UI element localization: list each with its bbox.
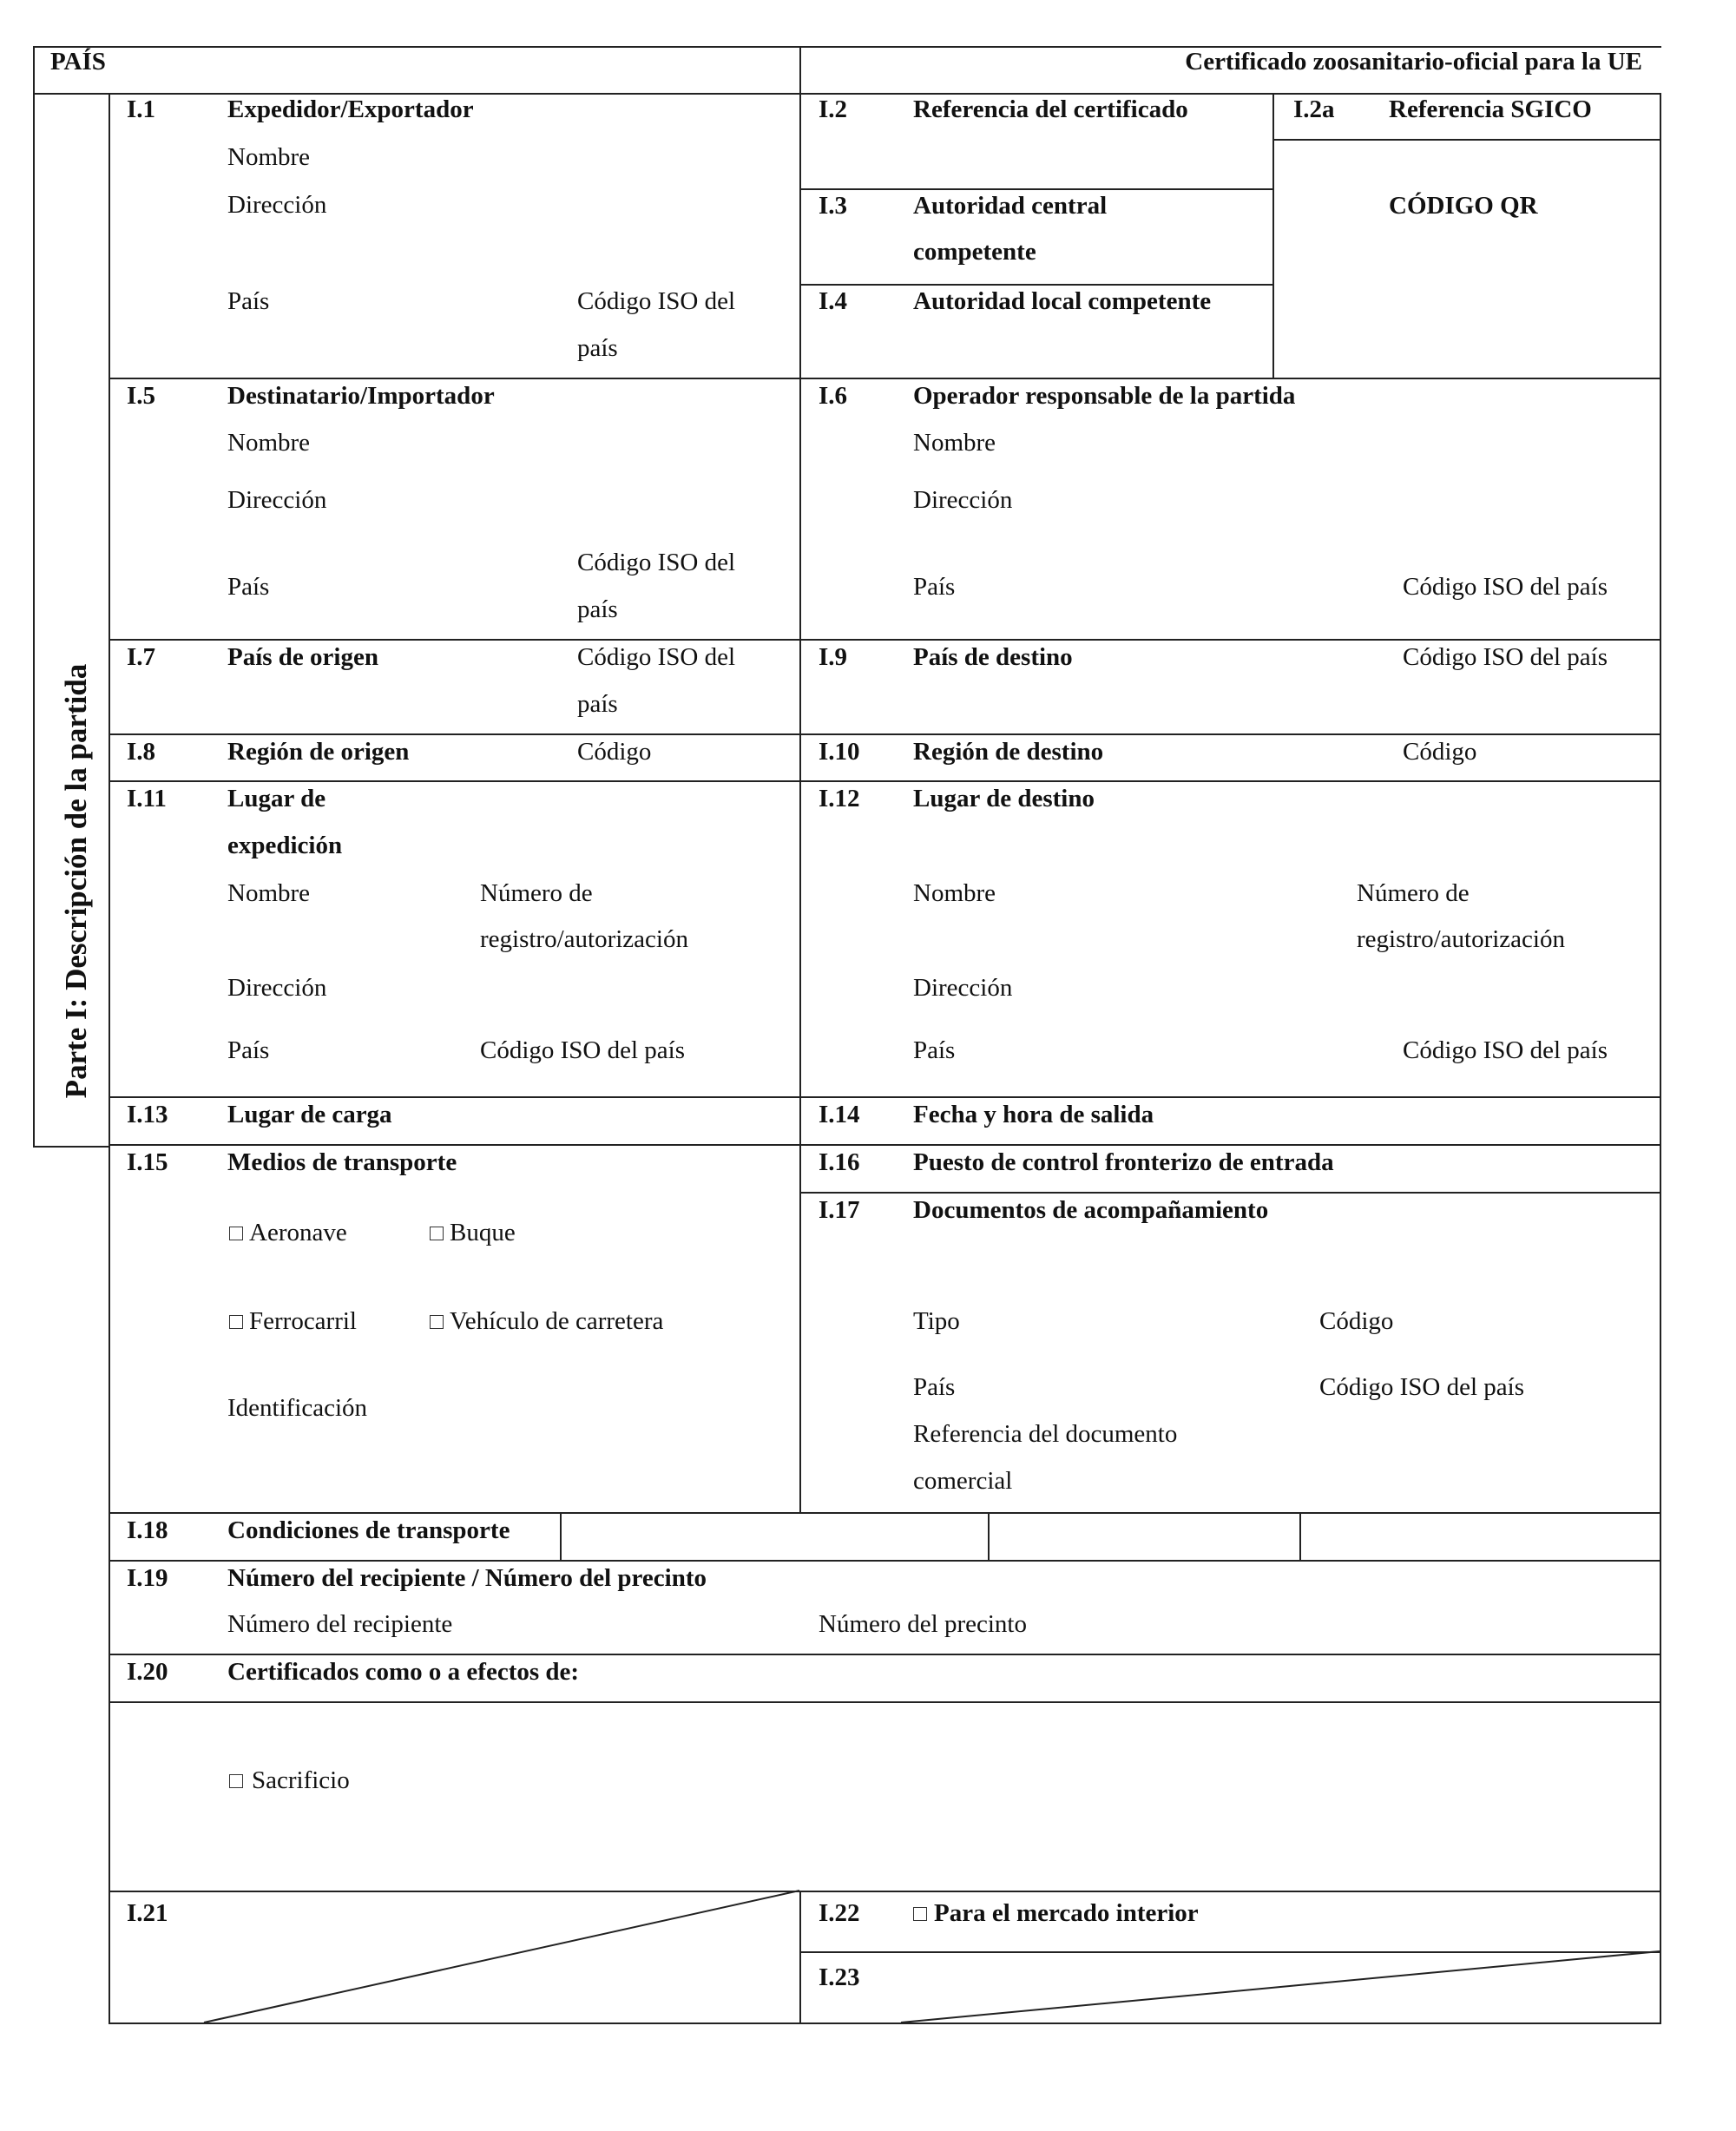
i17-reference-label-1: Referencia del documento <box>913 1420 1178 1448</box>
i6-address-field[interactable]: Dirección <box>913 486 1013 514</box>
i5-country-field[interactable]: País <box>227 573 270 601</box>
i2a-code: I.2a <box>1293 95 1335 123</box>
i1-address-field[interactable]: Dirección <box>227 191 327 219</box>
i6-country-field[interactable]: País <box>913 573 956 601</box>
i14-code: I.14 <box>819 1101 860 1128</box>
i20-code: I.20 <box>127 1658 168 1686</box>
i22-code: I.22 <box>819 1899 860 1927</box>
i12-iso-label: Código ISO del país <box>1403 1036 1608 1064</box>
i1-code: I.1 <box>127 95 156 123</box>
aeronave-label: Aeronave <box>249 1219 347 1246</box>
i18-code: I.18 <box>127 1516 168 1544</box>
country-label: PAÍS <box>50 48 106 76</box>
i11-code: I.11 <box>127 785 167 812</box>
buque-label: Buque <box>450 1219 516 1246</box>
i6-code: I.6 <box>819 382 848 410</box>
i21-diagonal <box>204 1891 799 2022</box>
i15-title: Medios de transporte <box>227 1148 457 1176</box>
i7-code: I.7 <box>127 643 156 671</box>
i1-iso-label-1: Código ISO del <box>577 287 736 315</box>
i17-code: I.17 <box>819 1196 860 1224</box>
i19-title: Número del recipiente / Número del precinto <box>227 1564 707 1592</box>
i1-iso-label-2: país <box>577 334 618 362</box>
i5-title: Destinatario/Importador <box>227 382 495 410</box>
i12-country-field[interactable]: País <box>913 1036 956 1064</box>
i5-name-field[interactable]: Nombre <box>227 429 311 457</box>
i9-code: I.9 <box>819 643 848 671</box>
i16-title: Puesto de control fronterizo de entrada <box>913 1148 1334 1176</box>
i11-reg-label-1: Número de <box>480 879 593 907</box>
i5-code: I.5 <box>127 382 156 410</box>
i5-address-field[interactable]: Dirección <box>227 486 327 514</box>
i4-code: I.4 <box>819 287 848 315</box>
i19-recipient-field[interactable]: Número del recipiente <box>227 1610 453 1638</box>
i2-code: I.2 <box>819 95 848 123</box>
i13-title: Lugar de carga <box>227 1101 392 1128</box>
i7-iso-label-1: Código ISO del <box>577 643 736 671</box>
i23-code: I.23 <box>819 1963 860 1991</box>
vehiculo-carretera-checkbox[interactable] <box>430 1315 444 1329</box>
i19-code: I.19 <box>127 1564 168 1592</box>
i4-title: Autoridad local competente <box>913 287 1212 315</box>
i9-iso-label: Código ISO del país <box>1403 643 1608 671</box>
i9-title: País de destino <box>913 643 1073 671</box>
i6-iso-label: Código ISO del país <box>1403 573 1608 601</box>
i12-reg-label-1: Número de <box>1357 879 1470 907</box>
part-one-side-label: Parte I: Descripción de la partida <box>59 663 93 1099</box>
i11-country-field[interactable]: País <box>227 1036 270 1064</box>
mercado-interior-checkbox[interactable] <box>913 1907 927 1921</box>
i7-title: País de origen <box>227 643 378 671</box>
i2-title: Referencia del certificado <box>913 95 1188 123</box>
i11-reg-label-2: registro/autorización <box>480 925 688 953</box>
i10-code: I.10 <box>819 738 860 766</box>
i23-diagonal <box>901 1951 1660 2022</box>
sacrificio-checkbox[interactable] <box>229 1774 243 1788</box>
i10-title: Región de destino <box>913 738 1104 766</box>
i19-seal-field[interactable]: Número del precinto <box>819 1610 1027 1638</box>
i15-identification-field[interactable]: Identificación <box>227 1394 368 1422</box>
i8-title: Región de origen <box>227 738 410 766</box>
i1-title: Expedidor/Exportador <box>227 95 474 123</box>
i2a-title: Referencia SGICO <box>1389 95 1592 123</box>
vehiculo-carretera-label: Vehículo de carretera <box>450 1307 664 1335</box>
ferrocarril-label: Ferrocarril <box>249 1307 357 1335</box>
i12-reg-label-2: registro/autorización <box>1357 925 1565 953</box>
i5-iso-label-2: país <box>577 595 618 623</box>
i18-title: Condiciones de transporte <box>227 1516 510 1544</box>
i17-title: Documentos de acompañamiento <box>913 1196 1269 1224</box>
i13-code: I.13 <box>127 1101 168 1128</box>
i17-type-field[interactable]: Tipo <box>913 1307 960 1335</box>
buque-checkbox[interactable] <box>430 1227 444 1240</box>
i17-country-field[interactable]: País <box>913 1373 956 1401</box>
i12-name-field[interactable]: Nombre <box>913 879 996 907</box>
i11-title-line2: expedición <box>227 832 343 859</box>
i1-country-field[interactable]: País <box>227 287 270 315</box>
i8-code: I.8 <box>127 738 156 766</box>
certificate-title: Certificado zoosanitario-oficial para la UE <box>1185 48 1642 76</box>
i6-name-field[interactable]: Nombre <box>913 429 996 457</box>
i17-code-label: Código <box>1319 1307 1394 1335</box>
i21-code: I.21 <box>127 1899 168 1927</box>
i15-code: I.15 <box>127 1148 168 1176</box>
ferrocarril-checkbox[interactable] <box>229 1315 243 1329</box>
i12-address-field[interactable]: Dirección <box>913 974 1013 1002</box>
i7-iso-label-2: país <box>577 690 618 718</box>
i12-title: Lugar de destino <box>913 785 1095 812</box>
i20-title: Certificados como o a efectos de: <box>227 1658 580 1686</box>
i1-name-field[interactable]: Nombre <box>227 143 311 171</box>
mercado-interior-label: Para el mercado interior <box>934 1899 1199 1927</box>
i17-reference-label-2: comercial <box>913 1467 1013 1495</box>
aeronave-checkbox[interactable] <box>229 1227 243 1240</box>
i11-name-field[interactable]: Nombre <box>227 879 311 907</box>
i3-title-line1: Autoridad central <box>913 192 1108 220</box>
i6-title: Operador responsable de la partida <box>913 382 1296 410</box>
sacrificio-label: Sacrificio <box>252 1766 350 1794</box>
i11-title-line1: Lugar de <box>227 785 326 812</box>
i16-code: I.16 <box>819 1148 860 1176</box>
i12-code: I.12 <box>819 785 860 812</box>
i14-title: Fecha y hora de salida <box>913 1101 1154 1128</box>
i8-code-label: Código <box>577 738 652 766</box>
i17-iso-label: Código ISO del país <box>1319 1373 1525 1401</box>
i5-iso-label-1: Código ISO del <box>577 549 736 576</box>
i3-title-line2: competente <box>913 238 1036 266</box>
i10-code-label: Código <box>1403 738 1477 766</box>
qr-code-placeholder: CÓDIGO QR <box>1389 192 1538 220</box>
i11-iso-label: Código ISO del país <box>480 1036 686 1064</box>
i11-address-field[interactable]: Dirección <box>227 974 327 1002</box>
i3-code: I.3 <box>819 192 848 220</box>
